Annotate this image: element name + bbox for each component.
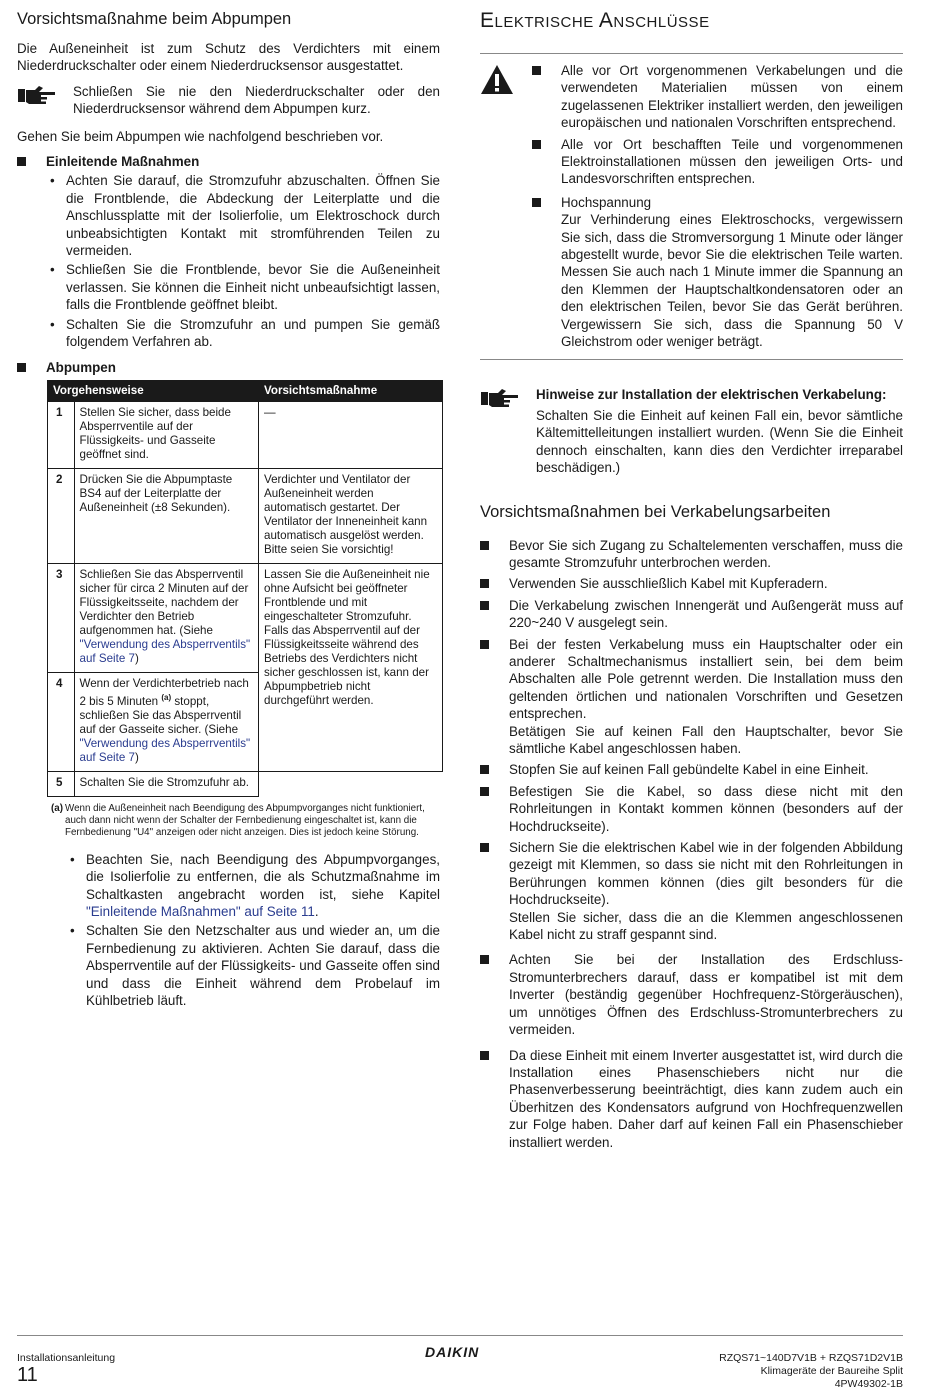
pointing-hand-icon (17, 83, 63, 118)
einleitende-list (46, 172, 440, 350)
wiring-note (480, 386, 903, 477)
intro-paragraph: Die Außeneinheit ist zum Schutz des Verdichters mit einem Niederdruckschalter oder einem Niederdrucksensor ausgestattet. (17, 41, 440, 74)
table-row: 1 Stellen Sie sicher, dass beide Absperrventile auf der Flüssigkeits- und Gasseite geöffnet sind. — (48, 401, 443, 468)
list-item: Stopfen Sie auf keinen Fall gebündelte Kabel in eine Einheit. (480, 761, 903, 778)
list-item: Sichern Sie die elektrischen Kabel wie in der folgenden Abbildung gezeigt mit Klemmen, so dass sie nicht mit den Rohrleitungen in Berührungen kommen können (dies gilt besonders für die Hochdruckseite). Stellen Sie sicher, dass die an die Klemmen angeschlossenen Kabel nicht zu straff gespannt sind. (480, 839, 903, 943)
warning-list (532, 62, 903, 355)
daikin-logo: DAIKIN (425, 1344, 480, 1360)
list-item: • Beachten Sie, nach Beendigung des Abpumpvorganges, die Isolierfolie zu entfernen, die als Schutzmaßnahme im Schaltkasten angebracht worden ist, siehe Kapitel "Einleitende Maßnahmen" auf Seite 11. (70, 851, 440, 919)
link-verwendung-absperrventil[interactable]: "Verwendung des Absperrventils" auf Seite 7 (79, 736, 251, 764)
table-row: 3 Schließen Sie das Absperrventil sicher für circa 2 Minuten auf der Flüssigkeitsseite, nachdem der Verdichter den Betrieb aufgenommen hat. (Siehe "Verwendung des Absperrventils" auf Seite 7) Lassen Sie die Außeneinheit nie ohne Aufsicht bei geöffneter Frontblende und mit eingeschalteter Stromzufuhr. Falls das Absperrventil auf der Flüssigkeitsseite während des Betriebs des Verdichters nicht sicher geschlossen ist, kann der Abpumpbetrieb nicht durchgeführt werden. (48, 563, 443, 672)
list-item: Alle vor Ort vorgenommenen Verkabelungen und die verwendeten Materialien müssen von einem zugelassenen Elektriker installiert werden, den jeweiligen europäischen und nationalen Vorschriften entsprechend. (532, 62, 903, 132)
note-text: Schalten Sie die Einheit auf keinen Fall ein, bevor sämtliche Kältemittelleitungen installiert wurden. (Wenn Sie die Einheit dennoch einschalten, kann dies den Verdichter irreparabel beschädigen.) (536, 407, 903, 476)
procedure-table (47, 380, 443, 797)
right-column (480, 8, 903, 1155)
lead-paragraph: Gehen Sie beim Abpumpen wie nachfolgend beschrieben vor. (17, 128, 384, 144)
table-footnote: (a) Wenn die Außeneinheit nach Beendigung des Abpumpvorganges nicht funktioniert, auch dann nicht wenn der Schalter der Fernbedienung eingeschaltet ist, kann die Fernbedienung "U4" anzeigen oder nicht anzeigen. Dies ist jedoch keine Störung. (51, 802, 425, 838)
subheading-abpumpen: Abpumpen (17, 359, 440, 376)
table-row: 2 Drücken Sie die Abpumptaste BS4 auf der Leiterplatte der Außeneinheit (±8 Sekunden). Verdichter und Ventilator der Außeneinheit werden automatisch gestartet. Der Ventilator der Inneneinheit kann automatisch ausgelöst werden. Bitte seien Sie vorsichtig! (48, 468, 443, 563)
list-item: Befestigen Sie die Kabel, so dass diese nicht mit den Rohrleitungen in Kontakt kommen können (besonders auf der Hochdruckseite). (480, 783, 903, 835)
after-list (66, 851, 440, 1010)
list-item: • Schalten Sie die Stromzufuhr an und pumpen Sie gemäß folgendem Verfahren ab. (50, 316, 440, 350)
table-row: 4 Wenn der Verdichterbetrieb nach 2 bis 5 Minuten $^{(a)}$ stoppt, schließen Sie das Absperrventil auf der Gasseite sicher. (Siehe "Verwendung des Absperrventils" auf Seite 7) (48, 672, 443, 771)
section-title-elektrische: Elektrische Anschlüsse (480, 9, 710, 32)
warning-block (480, 62, 903, 359)
table-row: 5 Schalten Sie die Stromzufuhr ab. (48, 771, 443, 796)
left-column (17, 8, 440, 1011)
list-item: Bevor Sie sich Zugang zu Schaltelementen verschaffen, muss die gesamte Stromzufuhr unterbrochen werden. (480, 537, 903, 572)
divider (480, 359, 903, 360)
list-item: Achten Sie bei der Installation des Erdschluss-Stromunterbrechers darauf, dass er kompatibel ist mit dem Inverter (beständig gegenüber Hochfrequenz-Störgeräuschen), um unnötiges Öffnen des Erdschluss-Stromunterbrechers zu vermeiden. (480, 951, 903, 1038)
footer-model-info: RZQS71~140D7V1B + RZQS71D2V1B Klimageräte der Baureihe Split 4PW49302-1B (719, 1352, 903, 1390)
pointing-hand-icon (480, 386, 526, 477)
footer-doc-type: Installationsanleitung (17, 1352, 116, 1364)
page-number: 11 (17, 1364, 38, 1386)
list-item-hochspannung: Hochspannung Zur Verhinderung eines Elektroschocks, vergewissern Sie sich, dass die Stromversorgung 1 Minute oder länger abgestellt wurde, bevor Sie die elektrischen Teile warten. Messen Sie auch nach 1 Minute immer die Spannung an den Klemmen der Hauptschaltkondensatoren oder an den elektrischen Teilen, bevor Sie das Gerät berühren. Vergewissern Sie sich, dass die Spannung 50 V Gleichstrom oder weniger beträgt. (532, 194, 903, 351)
subheading-einleitende: Einleitende Maßnahmen (17, 153, 440, 170)
table-header-row: Vorgehensweise Vorsichtsmaßnahme (48, 380, 443, 401)
list-item: • Schließen Sie die Frontblende, bevor Sie die Außeneinheit verlassen. Sie können die Einheit nicht unbeaufsichtigt lassen, falls die Frontblende geöffnet bleibt. (50, 262, 440, 313)
section-title-abpumpen: Vorsichtsmaßnahme beim Abpumpen (17, 10, 292, 28)
list-item: • Schalten Sie den Netzschalter aus und wieder an, um die Fernbedienung zu aktivieren. Achten Sie darauf, dass die Absperrventile auf der Flüssigkeits- und Gasseite offen sind und dass die Einheit während dem Probelauf im Kühlbetrieb läuft. (70, 923, 440, 1009)
list-item: Die Verkabelung zwischen Innengerät und Außengerät muss auf 220~240 V ausgelegt sein. (480, 597, 903, 632)
warning-triangle-icon (480, 62, 532, 355)
square-bullet-icon (17, 157, 26, 166)
list-item: Bei der festen Verkabelung muss ein Hauptschalter oder ein anderer Schaltmechanismus installiert sein, bei dem beim Abschalten alle Pole getrennt werden. Die Installation muss den geltenden örtlichen und nationalen Vorschriften und Gesetzen entsprechen. Betätigen Sie auf keinen Fall den Hauptschalter, bevor Sie sämtliche Kabel angeschlossen haben. (480, 636, 903, 758)
list-item: Alle vor Ort beschafften Teile und vorgenommenen Elektroinstallationen müssen den jeweiligen Orts- und Landesvorschriften entsprechen. (532, 136, 903, 188)
divider (480, 53, 903, 54)
wiring-list (480, 537, 903, 1151)
square-bullet-icon (17, 363, 26, 372)
list-item: Da diese Einheit mit einem Inverter ausgestattet ist, wird durch die Installation eines Phasenschiebers nicht nur die Phasenverbesserung beeinträchtigt, dies kann zudem auch ein Überhitzen des Kondensators aufgrund von Hochfrequenzwellen zur Folge haben. Daher darf auf keinen Fall ein Phasenschieber installiert werden. (480, 1047, 903, 1151)
link-einleitende-massnahmen[interactable]: "Einleitende Maßnahmen" auf Seite 11 (86, 903, 315, 919)
link-verwendung-absperrventil[interactable]: "Verwendung des Absperrventils" auf Seite 7 (79, 637, 251, 665)
subsection-title: Vorsichtsmaßnahmen bei Verkabelungsarbeiten (480, 502, 831, 521)
list-item: • Achten Sie darauf, die Stromzufuhr abzuschalten. Öffnen Sie die Frontblende, die Abdeckung der Leiterplatte und die Anschlussplatte mit der Isolierfolie, um Elektroschock durch unbeabsichtigten Kontakt mit stromführenden Teilen zu vermeiden. (50, 173, 440, 259)
footer-divider (17, 1335, 903, 1336)
note-title: Hinweise zur Installation der elektrischen Verkabelung: (536, 386, 887, 402)
note-text: Schließen Sie nie den Niederdruckschalter oder den Niederdrucksensor während dem Abpumpen kurz. (73, 83, 440, 117)
note-block (17, 83, 440, 118)
list-item: Verwenden Sie ausschließlich Kabel mit Kupferadern. (480, 575, 903, 592)
